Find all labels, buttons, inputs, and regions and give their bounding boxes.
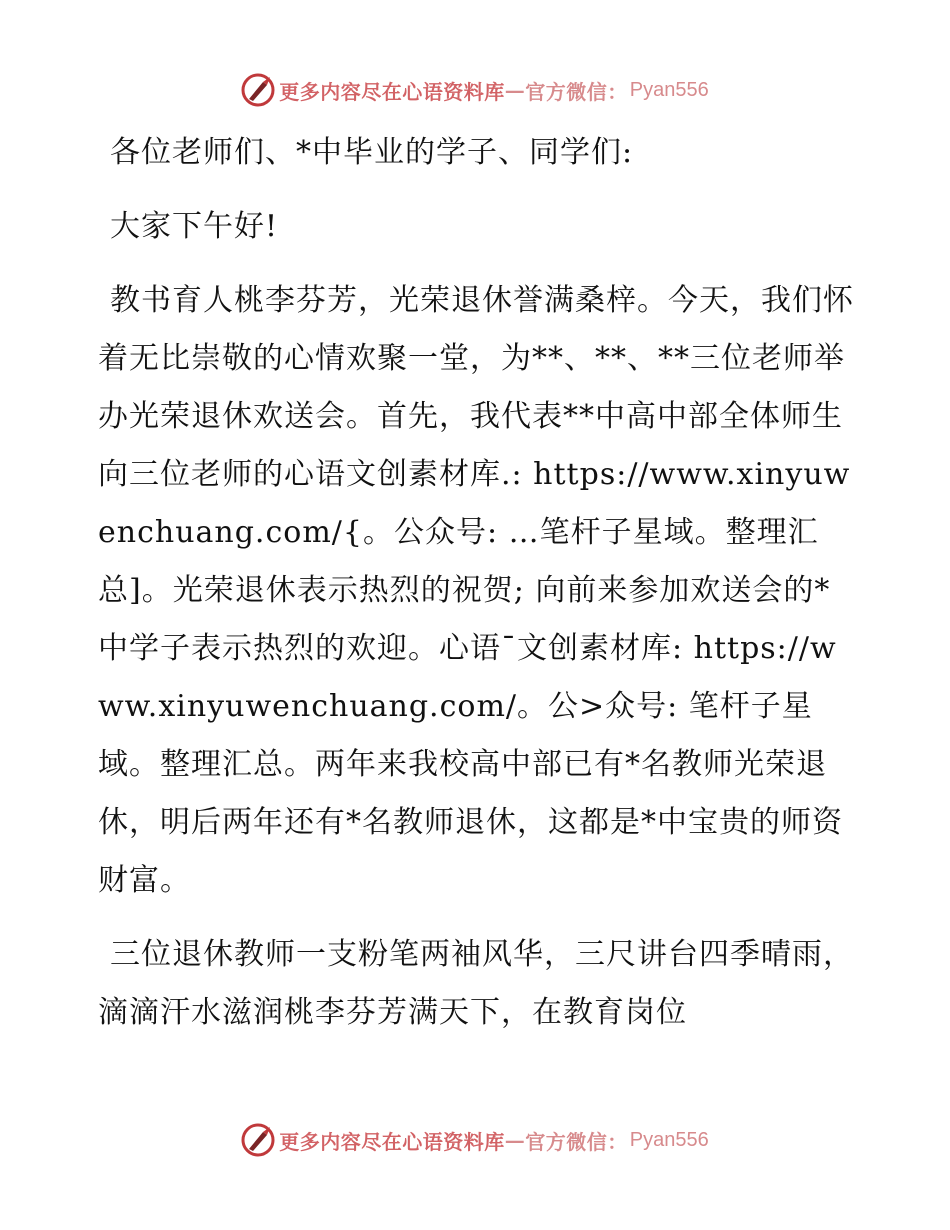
watermark-handle: Pyan556 — [629, 1128, 709, 1151]
salutation-paragraph: 大家下午好! — [110, 209, 279, 244]
watermark-handle: Pyan556 — [629, 78, 709, 101]
watermark-label: 官方微信： — [525, 1129, 628, 1154]
header-watermark — [0, 70, 950, 110]
document-body — [98, 124, 858, 1058]
quill-logo-icon — [241, 1123, 275, 1157]
watermark-label: 官方微信： — [525, 79, 628, 104]
watermark-dash: — — [504, 1128, 526, 1152]
body-paragraph: 三位退休教师一支粉笔两袖风华，三尺讲台四季晴雨，滴滴汗水滋润桃李芬芳满天下，在教育岗位 — [98, 937, 854, 1030]
greeting-paragraph: 各位老师们、*中毕业的学子、同学们: — [110, 135, 634, 170]
body-paragraph: 教书育人桃李芬芳，光荣退休誉满桑梓。今天，我们怀着无比崇敬的心情欢聚一堂，为**、**、**三位老师举办光荣退休欢送会。首先，我代表**中高中部全体师生向三位老师的心语文创素材库.: https://www.xinyuwenchuang.com/{。公众号: …笔杆子星域。整理汇总]。光荣退休表示热烈的祝贺; 向前来参加欢送会的*中学子表示热烈的欢迎。心语¯文创素材库: https://www.xinyuwenchuang.com/。公>众号: 笔杆子星域。整理汇总。两年来我校高中部已有*名教师光荣退休，明后两年还有*名教师退休，这都是*中宝贵的师资财富。 — [98, 283, 854, 898]
watermark-text: 更多内容尽在心语资料库 — [279, 79, 505, 104]
watermark-text: 更多内容尽在心语资料库 — [279, 1129, 505, 1154]
quill-logo-icon — [241, 73, 275, 107]
watermark-dash: — — [504, 78, 526, 102]
footer-watermark — [0, 1120, 950, 1160]
